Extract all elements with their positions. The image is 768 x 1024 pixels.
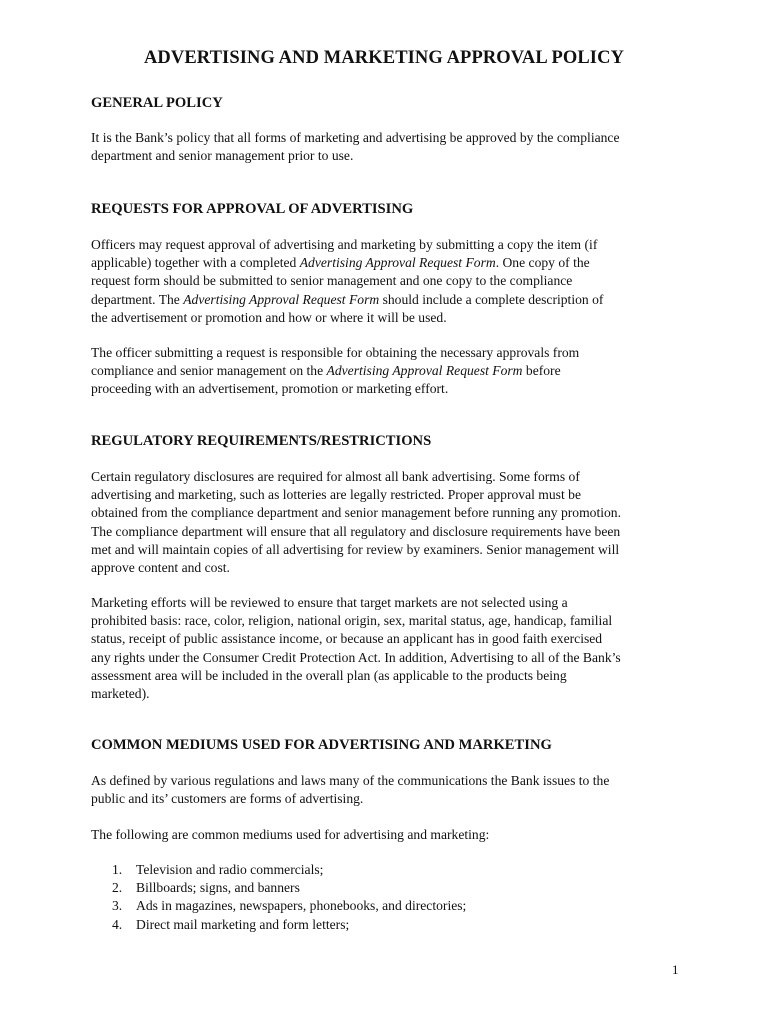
section-heading-general-policy: GENERAL POLICY — [91, 95, 223, 111]
list-number: 3. — [112, 898, 123, 914]
text-line: Marketing efforts will be reviewed to ensure that target markets are not selected using a — [91, 595, 568, 610]
text-line: the advertisement or promotion and how or where it will be used. — [91, 309, 447, 325]
text-line: any rights under the Consumer Credit Protection Act. In addition, Advertising to all of the Bank’s — [91, 649, 621, 665]
paragraph — [91, 594, 683, 703]
text-line: department and senior management prior to use. — [91, 148, 354, 164]
text-line: The compliance department will ensure that all regulatory and disclosure requirements have been — [91, 523, 621, 539]
list-item — [91, 861, 683, 879]
text-line: assessment area will be included in the overall plan (as applicable to the products being — [91, 667, 567, 683]
text-line: met and will maintain copies of all advertising for review by examiners. Senior management will — [91, 541, 620, 557]
list-item-text: Ads in magazines, newspapers, phonebooks, and directories; — [136, 898, 467, 914]
form-name-emphasis: Advertising Approval Request Form — [326, 363, 523, 379]
paragraph — [91, 129, 683, 165]
paragraph — [91, 236, 683, 327]
form-name-emphasis: Advertising Approval Request Form — [183, 291, 380, 307]
paragraph — [91, 468, 683, 577]
list-number: 1. — [112, 862, 123, 877]
text-line: status, receipt of public assistance income, or because an applicant has in good faith exercised — [91, 631, 603, 647]
paragraph — [91, 344, 683, 399]
text-line: advertising and marketing, such as lotteries are legally restricted. Proper approval must be — [91, 487, 581, 503]
list-number: 2. — [112, 880, 123, 896]
text-line: Certain regulatory disclosures are required for almost all bank advertising. Some forms of — [91, 469, 580, 484]
document-title: ADVERTISING AND MARKETING APPROVAL POLICY — [143, 48, 625, 68]
list-item — [91, 879, 683, 897]
list-item — [91, 916, 683, 934]
text-line: department. The Advertising Approval Request Form should include a complete description of — [91, 291, 604, 307]
section-heading-common-mediums: COMMON MEDIUMS USED FOR ADVERTISING AND MARKETING — [91, 737, 552, 753]
list-item — [91, 897, 683, 915]
page-number: 1 — [672, 962, 679, 977]
list-item-text: Television and radio commercials; — [136, 862, 324, 877]
text-line: public and its’ customers are forms of advertising. — [91, 791, 364, 807]
text-line: request form should be submitted to senior management and one copy to the compliance — [91, 273, 573, 289]
text-line: Officers may request approval of advertising and marketing by submitting a copy the item (if — [91, 237, 598, 252]
text-line: It is the Bank’s policy that all forms of marketing and advertising be approved by the compliance — [91, 130, 620, 145]
mediums-list — [91, 861, 683, 934]
text-line: applicable) together with a completed Advertising Approval Request Form. One copy of the — [91, 255, 590, 271]
list-item-text: Direct mail marketing and form letters; — [136, 916, 350, 932]
text-line: prohibited basis: race, color, religion, national origin, sex, marital status, age, handicap, familial — [91, 613, 613, 629]
paragraph — [91, 772, 683, 808]
text-line: As defined by various regulations and laws many of the communications the Bank issues to the — [91, 773, 610, 788]
text-line: The officer submitting a request is responsible for obtaining the necessary approvals from — [91, 345, 580, 360]
section-heading-requests: REQUESTS FOR APPROVAL OF ADVERTISING — [91, 201, 414, 217]
form-name-emphasis: Advertising Approval Request Form — [299, 255, 496, 271]
text-line: obtained from the compliance department and senior management before running any promotion. — [91, 505, 621, 521]
text-line: approve content and cost. — [91, 560, 230, 576]
text-line: marketed). — [91, 686, 150, 702]
list-item-text: Billboards; signs, and banners — [136, 880, 300, 896]
text-line: proceeding with an advertisement, promotion or marketing effort. — [91, 381, 449, 397]
text-line: The following are common mediums used for advertising and marketing: — [91, 827, 490, 842]
text-line: compliance and senior management on the Advertising Approval Request Form before — [91, 363, 561, 379]
list-number: 4. — [112, 916, 123, 932]
paragraph — [91, 826, 683, 844]
section-heading-regulatory: REGULATORY REQUIREMENTS/RESTRICTIONS — [91, 433, 432, 449]
